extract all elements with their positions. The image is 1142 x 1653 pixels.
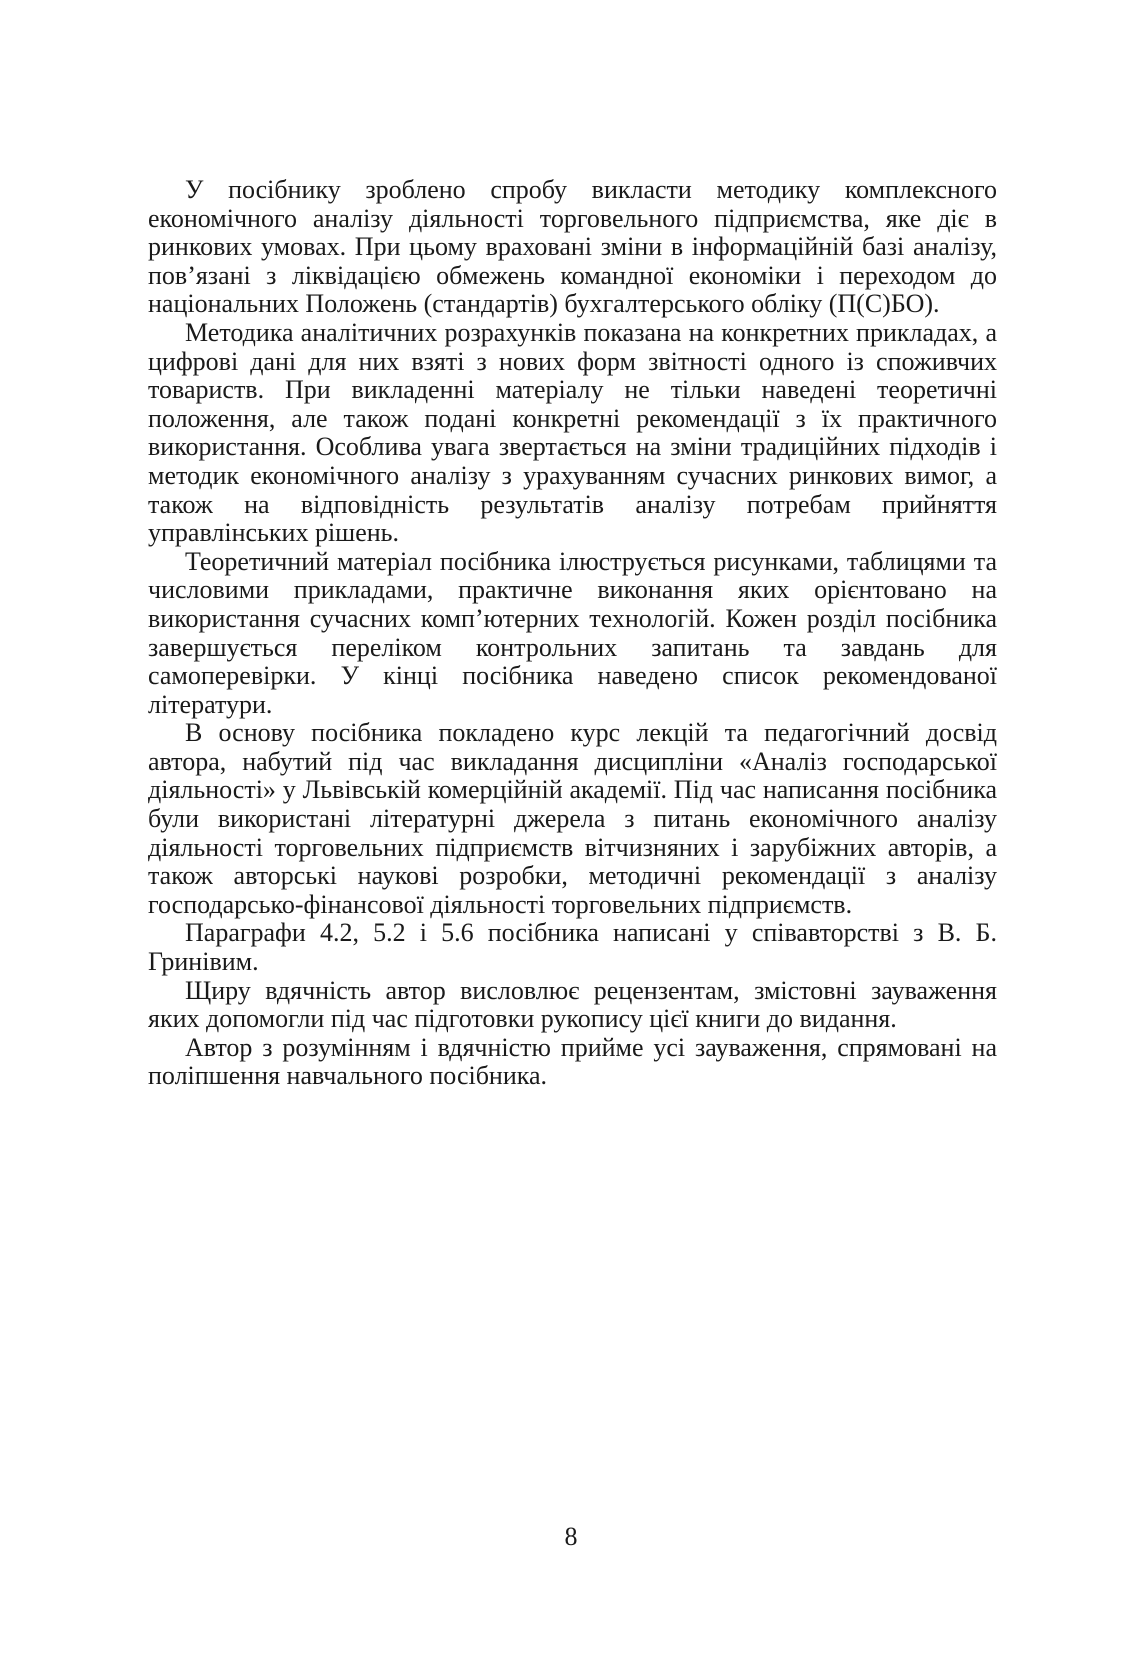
paragraph-intro: У посібнику зроблено спробу викласти методику комплексного економічного аналізу діяльності торговельного підприємства, яке діє в ринкових умовах. При цьому враховані зміни в інформаційній базі аналізу, пов’язані з ліквідацією обмежень командної економіки і переходом до національних Положень (стандартів) бухгалтерського обліку (П(С)БО). bbox=[148, 175, 997, 319]
preface-text bbox=[148, 176, 997, 1091]
paragraph-theory: Теоретичний матеріал посібника ілюструється рисунками, таблицями та числовими прикладами, практичне виконання яких орiєнтовано на використання сучасних комп’ютерних технологій. Кожен розділ посібника завершується переліком контрольних запитань та завдань для самоперевірки. У кінці посібника наведено список рекомендованої літератури. bbox=[148, 546, 997, 719]
paragraph-feedback: Автор з розумінням і вдячністю прийме усі зауваження, спрямовані на поліпшення навчального посібника. bbox=[148, 1032, 997, 1091]
paragraph-basis: В основу посібника покладено курс лекцій та педагогічний досвід автора, набутий під час викладання дисципліни «Аналіз господарської діяльності» у Львівській комерційній академії. Під час написання посібника були використані літературні джерела з питань економічного аналізу діяльності торговельних підприємств вітчизняних і зарубіжних авторів, а також авторські наукові розробки, методичні рекомендації з аналізу господарсько-фінансової діяльності торговельних підприємств. bbox=[148, 718, 997, 919]
paragraph-methodology: Методика аналітичних розрахунків показана на конкретних прикладах, а цифрові дані для них взяті з нових форм звітності одного із споживчих товариств. При викладенні матеріалу не тільки наведені теоретичні положення, але також подані конкретні рекомендації з їх практичного використання. Особлива увага звертається на зміни традиційних підходів і методик економічного аналізу з урахуванням сучасних ринкових вимог, а також на відповідність результатів аналізу потребам прийняття управлінських рішень. bbox=[148, 317, 997, 548]
paragraph-coauthor: Параграфи 4.2, 5.2 і 5.6 посібника написані у співавторстві з В. Б. Гринівим. bbox=[148, 918, 997, 977]
page-number: 8 bbox=[564, 1522, 578, 1551]
paragraph-gratitude: Щиру вдячність автор висловлює рецензентам, змістовні зауваження яких допомогли під час підготовки рукопису цієї книги до видання. bbox=[148, 975, 997, 1034]
